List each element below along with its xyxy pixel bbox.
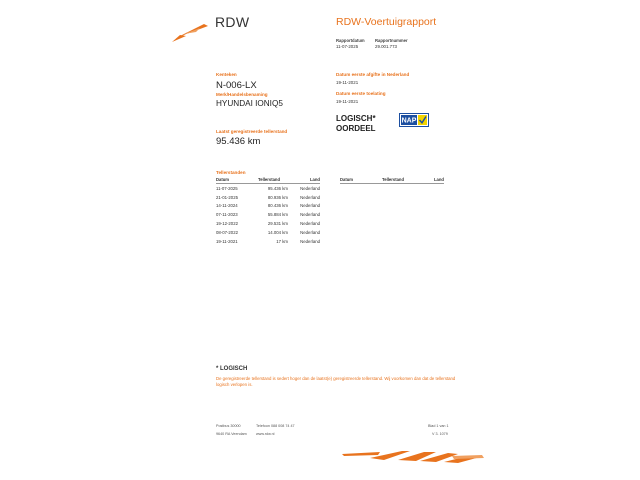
first-admission-label: Datum eerste afgifte in Nederland	[336, 72, 410, 77]
table-row	[216, 228, 320, 237]
decorative-stripes-icon	[340, 446, 485, 466]
row-date: 08-07-2022	[216, 229, 238, 235]
col-date-right: Datum	[340, 177, 382, 184]
footer-phone: Telefoon 088 008 74 47	[256, 424, 295, 428]
row-odometer: 14.004 km	[267, 229, 288, 235]
report-title: RDW-Voertuigrapport	[336, 16, 437, 28]
table-row	[216, 219, 320, 228]
row-country: Nederland	[300, 212, 320, 218]
last-odometer-value: 95.436 km	[216, 136, 261, 147]
first-registration-label: Datum eerste toelating	[336, 91, 386, 96]
row-country: Nederland	[300, 229, 320, 235]
footer-web: www.rdw.nl	[256, 432, 275, 436]
footer-version: V 3. 1079	[432, 432, 448, 436]
row-odometer: 80.936 km	[267, 194, 288, 200]
report-number-label: Rapportnummer	[375, 38, 408, 43]
footer-postbus: Postbus 30000	[216, 424, 241, 428]
row-odometer: 55.884 km	[267, 212, 288, 218]
verdict	[336, 114, 376, 134]
col-country-right: Land	[412, 177, 444, 184]
make-value: HYUNDAI IONIQ5	[216, 99, 283, 108]
first-registration-value: 19-11-2021	[336, 99, 359, 104]
row-country: Nederland	[300, 238, 320, 244]
row-country: Nederland	[300, 194, 320, 200]
nap-logo-icon	[399, 113, 429, 127]
row-country: Nederland	[300, 185, 320, 191]
row-date: 19-12-2022	[216, 221, 238, 227]
last-odometer-label: Laatst geregistreerde tellerstand	[216, 129, 288, 134]
footer-city: 9640 RA Veendam	[216, 432, 247, 436]
report-number: 29.001.773	[375, 44, 397, 49]
history-table-right	[340, 177, 444, 184]
footnote-text: De geregistreerde tellerstand is sedert hoger dan de laatst(e) geregistreerde tellerstand. Wij voorkomen dan dat de tellerstand logisch verlopen is.	[216, 376, 456, 387]
row-date: 11-07-2025	[216, 185, 238, 191]
rdw-logo-icon	[170, 22, 210, 44]
col-odometer-right: Tellerstand	[382, 177, 412, 184]
row-odometer: 95.436 km	[267, 185, 288, 191]
row-odometer: 80.436 km	[267, 203, 288, 209]
row-date: 14-11-2024	[216, 203, 238, 209]
history-table	[216, 177, 320, 246]
row-odometer: 17 km	[276, 238, 288, 244]
brand-name: RDW	[215, 14, 250, 30]
row-odometer: 29.531 km	[267, 221, 288, 227]
table-row	[216, 193, 320, 202]
row-country: Nederland	[300, 203, 320, 209]
verdict-line2: OORDEEL	[336, 124, 376, 133]
col-country: Land	[288, 177, 320, 184]
report-date: 11-07-2025	[336, 44, 359, 49]
history-label: Tellerstanden	[216, 170, 246, 175]
plate-label: Kenteken	[216, 72, 237, 77]
table-row	[216, 210, 320, 219]
footer-page: Blad 1 van 1	[428, 424, 449, 428]
row-date: 19-11-2021	[216, 238, 238, 244]
row-date: 21-01-2025	[216, 194, 238, 200]
plate-value: N-006-LX	[216, 80, 257, 91]
col-date: Datum	[216, 177, 258, 184]
footnote-title: * LOGISCH	[216, 366, 248, 372]
make-label: Merk/Handelsbenaming	[216, 92, 268, 97]
history-header-row-right	[340, 177, 444, 184]
table-row	[216, 202, 320, 211]
row-date: 07-11-2023	[216, 212, 238, 218]
table-row	[216, 184, 320, 193]
report-date-label: Rapportdatum	[336, 38, 365, 43]
first-admission-value: 19-11-2021	[336, 80, 359, 85]
col-odometer: Tellerstand	[258, 177, 288, 184]
row-country: Nederland	[300, 221, 320, 227]
verdict-line1: LOGISCH*	[336, 114, 376, 123]
nap-logo-text: NAP	[401, 117, 417, 125]
table-row	[216, 237, 320, 246]
